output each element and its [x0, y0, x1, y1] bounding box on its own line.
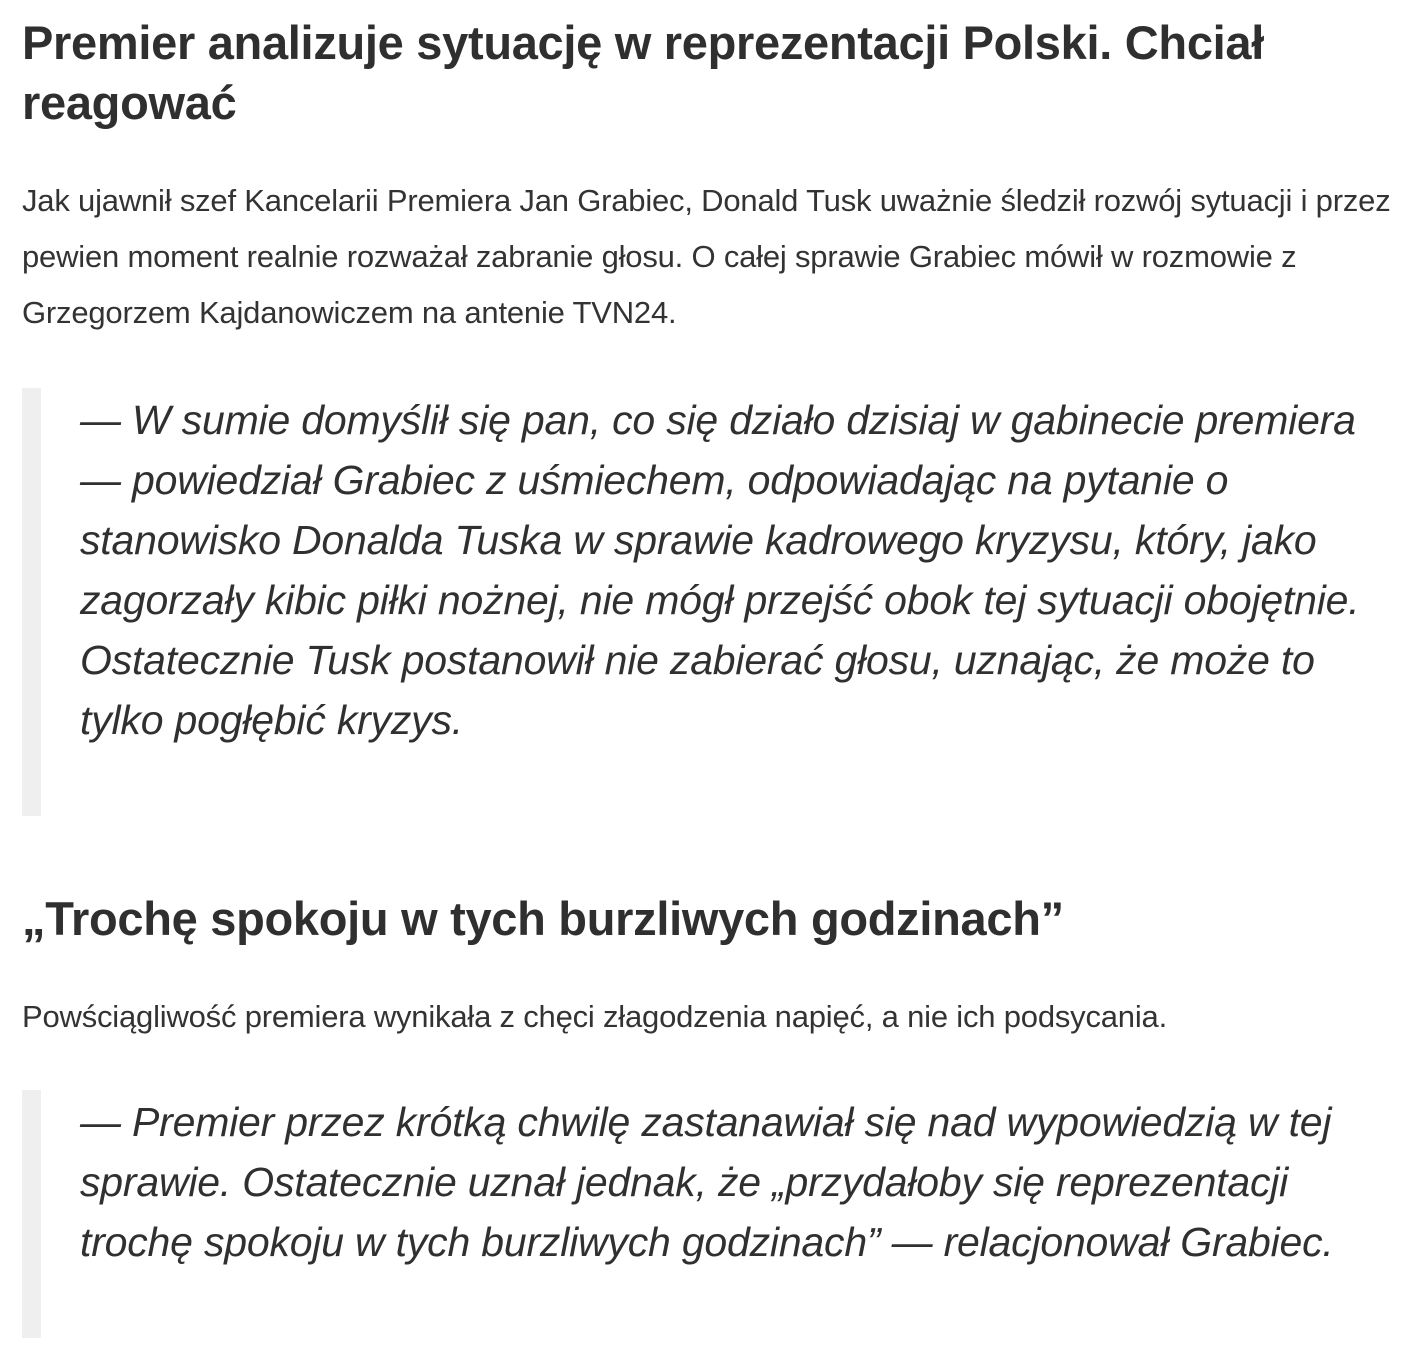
- section-subheading: „Trochę spokoju w tych burzliwych godzinach”: [22, 892, 1064, 945]
- blockquote-grabiec-1: — W sumie domyślił się pan, co się działo dzisiaj w gabinecie premiera — powiedział Grabiec z uśmiechem, odpowiadając na pytanie o stanowisko Donalda Tuska w sprawie kadrowego kryzysu, który, jako zagorzały kibic piłki nożnej, nie mógł przejść obok tej sytuacji obojętnie. Ostatecznie Tusk postanowił nie zabierać głosu, uznając, że może to tylko pogłębić kryzys.: [22, 388, 1406, 816]
- article-lead: Jak ujawnił szef Kancelarii Premiera Jan Grabiec, Donald Tusk uważnie śledził rozwój sytuacji i przez pewien moment realnie rozważał zabranie głosu. O całej sprawie Grabiec mówił w rozmowie z Grzegorzem Kajdanowiczem na antenie TVN24.: [22, 183, 1391, 330]
- article-paragraph: Powściągliwość premiera wynikała z chęci złagodzenia napięć, a nie ich podsycania.: [22, 999, 1167, 1034]
- blockquote-grabiec-2: — Premier przez krótką chwilę zastanawiał się nad wypowiedzią w tej sprawie. Ostatecznie uznał jednak, że „przydałoby się reprezentacji trochę spokoju w tych burzliwych godzinach” — relacjonował Grabiec.: [22, 1090, 1406, 1338]
- article-headline: Premier analizuje sytuację w reprezentacji Polski. Chciał reagować: [22, 16, 1265, 129]
